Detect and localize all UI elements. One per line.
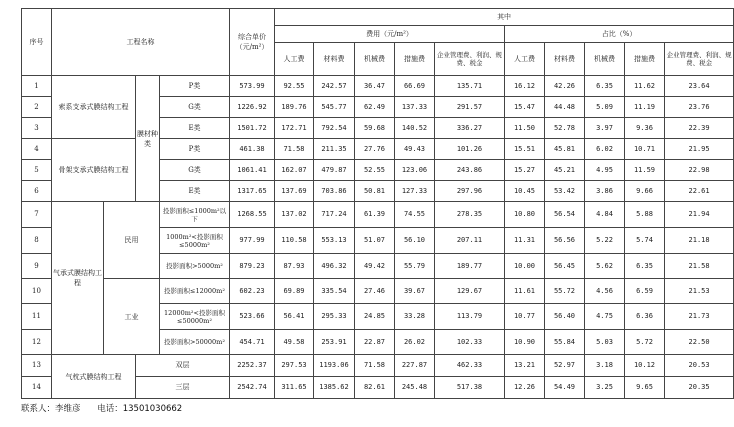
labor-ratio: 10.90 [505, 330, 545, 355]
unit-price: 461.38 [230, 139, 275, 160]
labor-cost: 172.71 [275, 118, 314, 139]
mgmt-cost: 101.26 [435, 139, 505, 160]
labor-ratio: 11.50 [505, 118, 545, 139]
measure-ratio: 9.65 [625, 377, 665, 399]
material-ratio: 56.56 [545, 228, 585, 254]
unit-price: 454.71 [230, 330, 275, 355]
material-ratio: 56.40 [545, 304, 585, 330]
contact-footer [21, 402, 196, 414]
row-number: 13 [22, 355, 52, 377]
labor-cost: 92.55 [275, 76, 314, 97]
group-label-air-cushion: 气枕式膜结构工程 [52, 355, 136, 399]
machine-cost: 27.46 [355, 279, 395, 304]
type-cell: 三层 [136, 377, 230, 399]
row-number: 2 [22, 97, 52, 118]
header-ratio-measure: 措施费 [625, 43, 665, 76]
header-machine: 机械费 [355, 43, 395, 76]
machine-cost: 36.47 [355, 76, 395, 97]
header-labor: 人工费 [275, 43, 314, 76]
row-number: 6 [22, 181, 52, 202]
measure-ratio: 6.59 [625, 279, 665, 304]
machine-cost: 24.85 [355, 304, 395, 330]
unit-price: 1061.41 [230, 160, 275, 181]
machine-ratio: 3.86 [585, 181, 625, 202]
measure-ratio: 5.72 [625, 330, 665, 355]
mgmt-cost: 129.67 [435, 279, 505, 304]
mgmt-ratio: 21.58 [665, 254, 734, 279]
mgmt-cost: 113.79 [435, 304, 505, 330]
labor-cost: 137.02 [275, 202, 314, 228]
mgmt-ratio: 20.53 [665, 355, 734, 377]
row-number: 10 [22, 279, 52, 304]
labor-ratio: 11.61 [505, 279, 545, 304]
machine-cost: 62.49 [355, 97, 395, 118]
machine-ratio: 5.09 [585, 97, 625, 118]
mgmt-ratio: 20.35 [665, 377, 734, 399]
material-ratio: 53.42 [545, 181, 585, 202]
row-number: 7 [22, 202, 52, 228]
mgmt-ratio: 21.18 [665, 228, 734, 254]
material-ratio: 56.45 [545, 254, 585, 279]
material-ratio: 44.48 [545, 97, 585, 118]
measure-cost: 49.43 [395, 139, 435, 160]
mgmt-ratio: 22.50 [665, 330, 734, 355]
material-cost: 1193.06 [314, 355, 355, 377]
measure-cost: 123.06 [395, 160, 435, 181]
header-measure: 措施费 [395, 43, 435, 76]
material-ratio: 56.54 [545, 202, 585, 228]
material-cost: 253.91 [314, 330, 355, 355]
row-number: 8 [22, 228, 52, 254]
mgmt-ratio: 23.76 [665, 97, 734, 118]
machine-cost: 82.61 [355, 377, 395, 399]
unit-price: 2542.74 [230, 377, 275, 399]
labor-ratio: 11.31 [505, 228, 545, 254]
material-ratio: 54.49 [545, 377, 585, 399]
contact-person: 联系人：李维彦 [21, 404, 81, 414]
measure-ratio: 9.36 [625, 118, 665, 139]
measure-ratio: 9.66 [625, 181, 665, 202]
material-cost: 545.77 [314, 97, 355, 118]
type-cell: 12000m²<投影面积≤50000m² [160, 304, 230, 330]
mgmt-cost: 291.57 [435, 97, 505, 118]
labor-cost: 49.58 [275, 330, 314, 355]
labor-ratio: 13.21 [505, 355, 545, 377]
machine-cost: 59.68 [355, 118, 395, 139]
measure-cost: 74.55 [395, 202, 435, 228]
material-cost: 295.33 [314, 304, 355, 330]
header-mgmt: 企业管理费、利润、规费、税金 [435, 43, 505, 76]
unit-price: 977.99 [230, 228, 275, 254]
row-number: 14 [22, 377, 52, 399]
group-label-frame: 骨架支承式膜结构工程 [52, 139, 136, 202]
mgmt-cost: 278.35 [435, 202, 505, 228]
mgmt-cost: 207.11 [435, 228, 505, 254]
labor-cost: 56.41 [275, 304, 314, 330]
machine-ratio: 6.35 [585, 76, 625, 97]
labor-cost: 110.58 [275, 228, 314, 254]
material-cost: 496.32 [314, 254, 355, 279]
measure-cost: 127.33 [395, 181, 435, 202]
measure-ratio: 6.35 [625, 254, 665, 279]
mgmt-ratio: 21.94 [665, 202, 734, 228]
labor-ratio: 10.00 [505, 254, 545, 279]
labor-ratio: 10.45 [505, 181, 545, 202]
cost-table-container [21, 8, 734, 399]
header-material: 材料费 [314, 43, 355, 76]
material-ratio: 52.78 [545, 118, 585, 139]
labor-cost: 311.65 [275, 377, 314, 399]
group-label-cable: 索系支承式膜结构工程 [52, 76, 136, 139]
labor-ratio: 10.80 [505, 202, 545, 228]
labor-ratio: 10.77 [505, 304, 545, 330]
mgmt-ratio: 21.95 [665, 139, 734, 160]
labor-cost: 189.76 [275, 97, 314, 118]
machine-ratio: 3.25 [585, 377, 625, 399]
membrane-type-label: 膜材种类 [136, 76, 160, 202]
labor-cost: 69.89 [275, 279, 314, 304]
measure-cost: 137.33 [395, 97, 435, 118]
machine-ratio: 4.84 [585, 202, 625, 228]
measure-cost: 39.67 [395, 279, 435, 304]
measure-cost: 56.10 [395, 228, 435, 254]
material-cost: 479.87 [314, 160, 355, 181]
measure-ratio: 11.19 [625, 97, 665, 118]
unit-price: 879.23 [230, 254, 275, 279]
row-number: 11 [22, 304, 52, 330]
measure-ratio: 10.71 [625, 139, 665, 160]
industrial-label: 工业 [104, 279, 160, 355]
cost-table [21, 8, 734, 399]
unit-price: 1268.55 [230, 202, 275, 228]
mgmt-ratio: 23.64 [665, 76, 734, 97]
row-number: 3 [22, 118, 52, 139]
unit-price: 523.66 [230, 304, 275, 330]
header-ratio-labor: 人工费 [505, 43, 545, 76]
mgmt-cost: 297.96 [435, 181, 505, 202]
material-cost: 242.57 [314, 76, 355, 97]
type-cell: E类 [160, 118, 230, 139]
machine-cost: 71.58 [355, 355, 395, 377]
header-ratio-material: 材料费 [545, 43, 585, 76]
row-number: 4 [22, 139, 52, 160]
type-cell: 1000m²<投影面积≤5000m² [160, 228, 230, 254]
mgmt-cost: 243.86 [435, 160, 505, 181]
row-number: 1 [22, 76, 52, 97]
machine-ratio: 4.56 [585, 279, 625, 304]
type-cell: 投影面积≤1000m²以下 [160, 202, 230, 228]
material-ratio: 55.72 [545, 279, 585, 304]
measure-ratio: 10.12 [625, 355, 665, 377]
type-cell: 投影面积>5000m² [160, 254, 230, 279]
header-cost: 费用（元/m²） [275, 26, 505, 43]
type-cell: 投影面积≤12000m² [160, 279, 230, 304]
material-ratio: 42.26 [545, 76, 585, 97]
type-cell: 双层 [136, 355, 230, 377]
material-ratio: 52.97 [545, 355, 585, 377]
mgmt-ratio: 21.73 [665, 304, 734, 330]
machine-cost: 51.07 [355, 228, 395, 254]
labor-cost: 137.69 [275, 181, 314, 202]
type-cell: P类 [160, 76, 230, 97]
machine-ratio: 5.62 [585, 254, 625, 279]
measure-ratio: 11.62 [625, 76, 665, 97]
mgmt-cost: 102.33 [435, 330, 505, 355]
material-cost: 553.13 [314, 228, 355, 254]
mgmt-cost: 336.27 [435, 118, 505, 139]
machine-cost: 61.39 [355, 202, 395, 228]
machine-ratio: 5.03 [585, 330, 625, 355]
machine-ratio: 3.97 [585, 118, 625, 139]
type-cell: P类 [160, 139, 230, 160]
unit-price: 1501.72 [230, 118, 275, 139]
labor-cost: 162.07 [275, 160, 314, 181]
mgmt-cost: 189.77 [435, 254, 505, 279]
type-cell: G类 [160, 160, 230, 181]
mgmt-ratio: 22.61 [665, 181, 734, 202]
header-unit-price: 综合单价（元/m²） [230, 9, 275, 76]
header-seq: 序号 [22, 9, 52, 76]
material-cost: 792.54 [314, 118, 355, 139]
header-among: 其中 [275, 9, 734, 26]
measure-cost: 26.02 [395, 330, 435, 355]
measure-cost: 227.87 [395, 355, 435, 377]
measure-ratio: 5.74 [625, 228, 665, 254]
row-number: 5 [22, 160, 52, 181]
material-ratio: 55.84 [545, 330, 585, 355]
mgmt-ratio: 22.39 [665, 118, 734, 139]
row-number: 9 [22, 254, 52, 279]
material-ratio: 45.21 [545, 160, 585, 181]
labor-ratio: 16.12 [505, 76, 545, 97]
labor-ratio: 12.26 [505, 377, 545, 399]
mgmt-cost: 135.71 [435, 76, 505, 97]
unit-price: 1226.92 [230, 97, 275, 118]
mgmt-ratio: 21.53 [665, 279, 734, 304]
row-number: 12 [22, 330, 52, 355]
material-cost: 717.24 [314, 202, 355, 228]
group-label-air-supported: 气承式膜结构工程 [52, 202, 104, 355]
type-cell: G类 [160, 97, 230, 118]
material-cost: 211.35 [314, 139, 355, 160]
material-cost: 703.86 [314, 181, 355, 202]
machine-ratio: 5.22 [585, 228, 625, 254]
type-cell: 投影面积>50000m² [160, 330, 230, 355]
measure-cost: 33.28 [395, 304, 435, 330]
type-cell: E类 [160, 181, 230, 202]
header-ratio: 占比（%） [505, 26, 734, 43]
measure-cost: 55.79 [395, 254, 435, 279]
header-ratio-machine: 机械费 [585, 43, 625, 76]
material-cost: 1385.62 [314, 377, 355, 399]
unit-price: 1317.65 [230, 181, 275, 202]
machine-cost: 49.42 [355, 254, 395, 279]
material-ratio: 45.81 [545, 139, 585, 160]
mgmt-cost: 517.38 [435, 377, 505, 399]
measure-ratio: 6.36 [625, 304, 665, 330]
unit-price: 2252.37 [230, 355, 275, 377]
machine-ratio: 6.02 [585, 139, 625, 160]
mgmt-ratio: 22.98 [665, 160, 734, 181]
unit-price: 573.99 [230, 76, 275, 97]
labor-cost: 71.58 [275, 139, 314, 160]
measure-cost: 245.48 [395, 377, 435, 399]
machine-cost: 52.55 [355, 160, 395, 181]
labor-ratio: 15.27 [505, 160, 545, 181]
machine-ratio: 4.75 [585, 304, 625, 330]
machine-cost: 50.81 [355, 181, 395, 202]
unit-price: 602.23 [230, 279, 275, 304]
civil-label: 民用 [104, 202, 160, 279]
machine-cost: 27.76 [355, 139, 395, 160]
contact-phone: 电话：13501030662 [97, 404, 183, 414]
labor-ratio: 15.47 [505, 97, 545, 118]
header-ratio-mgmt: 企业管理费、利润、规费、税金 [665, 43, 734, 76]
machine-ratio: 3.18 [585, 355, 625, 377]
labor-ratio: 15.51 [505, 139, 545, 160]
measure-ratio: 11.59 [625, 160, 665, 181]
mgmt-cost: 462.33 [435, 355, 505, 377]
machine-ratio: 4.95 [585, 160, 625, 181]
labor-cost: 87.93 [275, 254, 314, 279]
measure-ratio: 5.88 [625, 202, 665, 228]
measure-cost: 140.52 [395, 118, 435, 139]
material-cost: 335.54 [314, 279, 355, 304]
labor-cost: 297.53 [275, 355, 314, 377]
header-project-name: 工程名称 [52, 9, 230, 76]
measure-cost: 66.69 [395, 76, 435, 97]
machine-cost: 22.87 [355, 330, 395, 355]
